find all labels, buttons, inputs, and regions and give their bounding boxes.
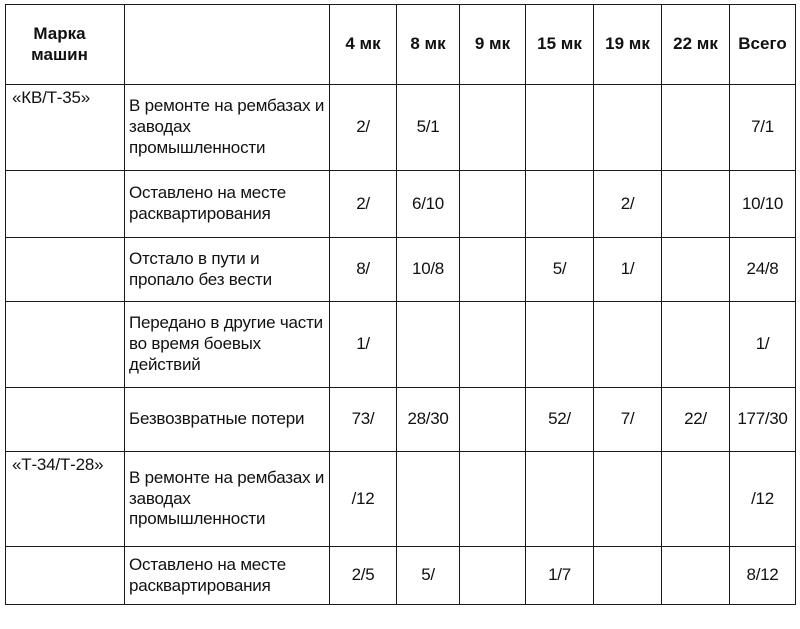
value-cell <box>460 302 526 388</box>
value-cell: 2/ <box>330 85 397 171</box>
table-row <box>6 238 796 302</box>
header-col-22mk: 22 мк <box>662 5 730 85</box>
category-cell: В ремонте на рембазах и заводах промышленности <box>125 85 330 171</box>
brand-cell: «Т-34/Т-28» <box>6 452 125 547</box>
brand-cell <box>6 547 125 605</box>
value-cell: 73/ <box>330 388 397 452</box>
table-row <box>6 452 796 547</box>
header-col-15mk: 15 мк <box>526 5 594 85</box>
category-cell: Оставлено на месте расквартирования <box>125 547 330 605</box>
value-cell: 7/ <box>594 388 662 452</box>
brand-cell <box>6 171 125 238</box>
value-cell: 5/ <box>526 238 594 302</box>
value-cell: 6/10 <box>397 171 460 238</box>
header-col-9mk: 9 мк <box>460 5 526 85</box>
value-cell <box>662 302 730 388</box>
header-mark: Марка машин <box>6 5 125 85</box>
total-cell: 1/ <box>730 302 796 388</box>
value-cell: 1/7 <box>526 547 594 605</box>
value-cell <box>526 302 594 388</box>
value-cell: 1/ <box>594 238 662 302</box>
category-cell: Отстало в пути и пропало без вести <box>125 238 330 302</box>
value-cell: /12 <box>330 452 397 547</box>
tank-losses-table <box>5 4 796 605</box>
value-cell: 8/ <box>330 238 397 302</box>
value-cell <box>594 452 662 547</box>
header-col-4mk: 4 мк <box>330 5 397 85</box>
value-cell <box>460 452 526 547</box>
value-cell <box>397 452 460 547</box>
value-cell <box>460 85 526 171</box>
brand-cell <box>6 238 125 302</box>
value-cell <box>662 547 730 605</box>
value-cell <box>460 238 526 302</box>
value-cell: 5/1 <box>397 85 460 171</box>
total-cell: 8/12 <box>730 547 796 605</box>
value-cell <box>594 547 662 605</box>
total-cell: /12 <box>730 452 796 547</box>
header-col-8mk: 8 мк <box>397 5 460 85</box>
total-cell: 177/30 <box>730 388 796 452</box>
header-col-19mk: 19 мк <box>594 5 662 85</box>
value-cell <box>526 452 594 547</box>
header-row <box>6 5 796 85</box>
value-cell: 28/30 <box>397 388 460 452</box>
value-cell <box>526 171 594 238</box>
table-row <box>6 171 796 238</box>
value-cell <box>460 547 526 605</box>
value-cell: 52/ <box>526 388 594 452</box>
category-cell: В ремонте на рембазах и заводах промышленности <box>125 452 330 547</box>
value-cell: 22/ <box>662 388 730 452</box>
value-cell <box>662 85 730 171</box>
value-cell <box>460 171 526 238</box>
value-cell <box>460 388 526 452</box>
value-cell: 2/5 <box>330 547 397 605</box>
category-cell: Оставлено на месте расквартирования <box>125 171 330 238</box>
table-row <box>6 302 796 388</box>
value-cell <box>662 452 730 547</box>
table-row <box>6 85 796 171</box>
category-cell: Безвозвратные потери <box>125 388 330 452</box>
header-col-total: Всего <box>730 5 796 85</box>
brand-cell <box>6 388 125 452</box>
table-row <box>6 547 796 605</box>
value-cell <box>594 302 662 388</box>
value-cell: 2/ <box>594 171 662 238</box>
category-cell: Передано в другие части во время боевых действий <box>125 302 330 388</box>
value-cell <box>526 85 594 171</box>
value-cell: 5/ <box>397 547 460 605</box>
value-cell: 1/ <box>330 302 397 388</box>
total-cell: 10/10 <box>730 171 796 238</box>
table-row <box>6 388 796 452</box>
header-category <box>125 5 330 85</box>
value-cell <box>594 85 662 171</box>
value-cell: 2/ <box>330 171 397 238</box>
value-cell <box>397 302 460 388</box>
value-cell <box>662 171 730 238</box>
value-cell: 10/8 <box>397 238 460 302</box>
brand-cell: «КВ/Т-35» <box>6 85 125 171</box>
total-cell: 24/8 <box>730 238 796 302</box>
total-cell: 7/1 <box>730 85 796 171</box>
value-cell <box>662 238 730 302</box>
brand-cell <box>6 302 125 388</box>
